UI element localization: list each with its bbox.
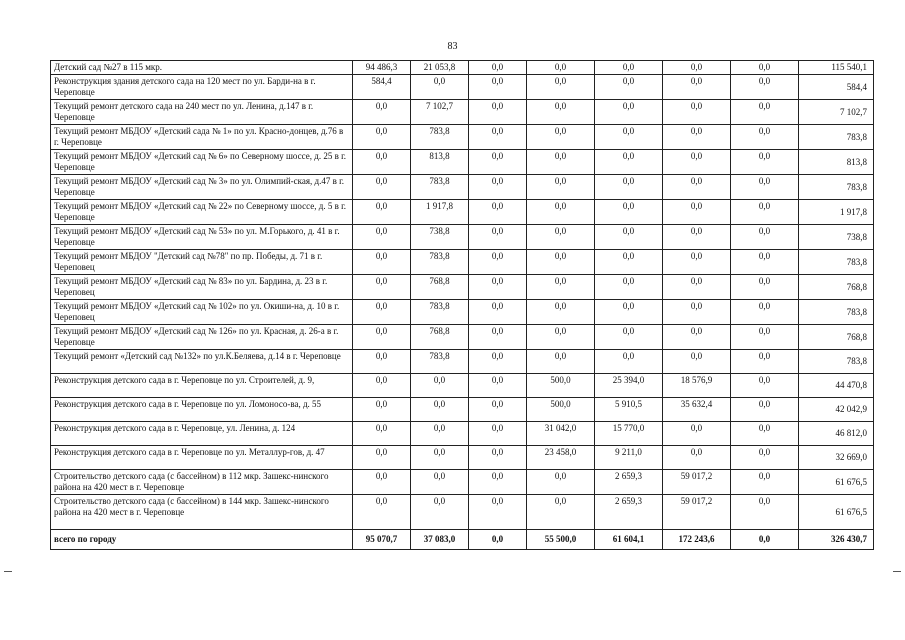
- value-cell: 0,0: [663, 250, 731, 275]
- value-cell: 31 042,0: [527, 422, 595, 446]
- value-cell: 0,0: [353, 398, 411, 422]
- value-cell: 0,0: [469, 300, 527, 325]
- table-row: [51, 150, 874, 175]
- value-cell: 0,0: [353, 200, 411, 225]
- value-cell: 0,0: [469, 470, 527, 495]
- total-value-cell: 768,8: [799, 275, 874, 300]
- value-cell: 0,0: [595, 325, 663, 350]
- value-cell: 25 394,0: [595, 374, 663, 398]
- value-cell: 783,8: [411, 125, 469, 150]
- table-row: [51, 75, 874, 100]
- value-cell: 0,0: [411, 374, 469, 398]
- value-cell: 0,0: [527, 200, 595, 225]
- value-cell: 0,0: [663, 175, 731, 200]
- value-cell: 0,0: [353, 225, 411, 250]
- value-cell: 0,0: [527, 75, 595, 100]
- value-cell: 0,0: [663, 100, 731, 125]
- value-cell: 0,0: [411, 422, 469, 446]
- value-cell: 768,8: [411, 275, 469, 300]
- value-cell: 0,0: [595, 250, 663, 275]
- table-row: [51, 470, 874, 495]
- value-cell: 0,0: [469, 374, 527, 398]
- value-cell: 783,8: [411, 350, 469, 374]
- value-cell: 0,0: [411, 446, 469, 470]
- table-row: [51, 300, 874, 325]
- table-row: [51, 446, 874, 470]
- value-cell: 0,0: [595, 75, 663, 100]
- value-cell: 0,0: [469, 350, 527, 374]
- value-cell: 0,0: [731, 275, 799, 300]
- value-cell: 0,0: [353, 374, 411, 398]
- value-cell: 55 500,0: [527, 530, 595, 550]
- object-name-cell: Текущий ремонт МБДОУ «Детский сад № 22» по Северному шоссе, д. 5 в г. Череповце: [51, 200, 353, 225]
- value-cell: 0,0: [595, 125, 663, 150]
- value-cell: 0,0: [469, 61, 527, 75]
- table-row: [51, 398, 874, 422]
- value-cell: 0,0: [595, 350, 663, 374]
- object-name-cell: Текущий ремонт МБДОУ «Детский сад № 3» по ул. Олимпий-ская, д.47 в г. Череповце: [51, 175, 353, 200]
- table-row: [51, 495, 874, 530]
- table-row: [51, 61, 874, 75]
- total-value-cell: 46 812,0: [799, 422, 874, 446]
- object-name-cell: Текущий ремонт МБДОУ «Детский сад № 6» по Северному шоссе, д. 25 в г. Череповце: [51, 150, 353, 175]
- value-cell: 0,0: [353, 325, 411, 350]
- total-value-cell: 7 102,7: [799, 100, 874, 125]
- table-row: [51, 275, 874, 300]
- total-value-cell: 783,8: [799, 125, 874, 150]
- value-cell: 0,0: [527, 225, 595, 250]
- value-cell: 0,0: [353, 100, 411, 125]
- object-name-cell: Текущий ремонт МБДОУ «Детский сад № 102» по ул. Окиши-на, д. 10 в г. Череповец: [51, 300, 353, 325]
- value-cell: 0,0: [731, 225, 799, 250]
- value-cell: 0,0: [731, 470, 799, 495]
- value-cell: 0,0: [663, 61, 731, 75]
- value-cell: 0,0: [731, 61, 799, 75]
- value-cell: 59 017,2: [663, 470, 731, 495]
- value-cell: 0,0: [527, 275, 595, 300]
- left-edge-mark: [4, 571, 12, 572]
- value-cell: 0,0: [527, 125, 595, 150]
- value-cell: 18 576,9: [663, 374, 731, 398]
- value-cell: 0,0: [663, 325, 731, 350]
- value-cell: 0,0: [527, 150, 595, 175]
- value-cell: 0,0: [731, 300, 799, 325]
- value-cell: 2 659,3: [595, 495, 663, 530]
- total-value-cell: 813,8: [799, 150, 874, 175]
- total-value-cell: 783,8: [799, 350, 874, 374]
- page-number: 83: [447, 41, 458, 52]
- value-cell: 0,0: [595, 100, 663, 125]
- object-name-cell: Текущий ремонт МБДОУ «Детский сад № 53» по ул. М.Горького, д. 41 в г. Череповце: [51, 225, 353, 250]
- value-cell: 1 917,8: [411, 200, 469, 225]
- value-cell: 0,0: [469, 275, 527, 300]
- value-cell: 0,0: [527, 350, 595, 374]
- value-cell: 0,0: [353, 275, 411, 300]
- total-value-cell: 115 540,1: [799, 61, 874, 75]
- total-value-cell: 783,8: [799, 175, 874, 200]
- value-cell: 0,0: [411, 470, 469, 495]
- value-cell: 0,0: [663, 275, 731, 300]
- value-cell: 0,0: [595, 200, 663, 225]
- total-row: [51, 530, 874, 550]
- value-cell: 0,0: [353, 175, 411, 200]
- total-value-cell: 584,4: [799, 75, 874, 100]
- value-cell: 0,0: [731, 100, 799, 125]
- table-row: [51, 350, 874, 374]
- value-cell: 0,0: [527, 470, 595, 495]
- value-cell: 0,0: [527, 250, 595, 275]
- total-value-cell: 783,8: [799, 300, 874, 325]
- value-cell: 2 659,3: [595, 470, 663, 495]
- value-cell: 0,0: [353, 250, 411, 275]
- value-cell: 21 053,8: [411, 61, 469, 75]
- total-value-cell: 32 669,0: [799, 446, 874, 470]
- value-cell: 0,0: [469, 250, 527, 275]
- budget-table: [50, 60, 874, 550]
- value-cell: 95 070,7: [353, 530, 411, 550]
- value-cell: 500,0: [527, 398, 595, 422]
- value-cell: 0,0: [663, 125, 731, 150]
- value-cell: 0,0: [731, 125, 799, 150]
- object-name-cell: Строительство детского сада (с бассейном) в 144 мкр. Зашекс-нинского района на 420 мест в г. Череповце: [51, 495, 353, 530]
- total-label: всего по городу: [51, 530, 353, 550]
- value-cell: 0,0: [663, 150, 731, 175]
- value-cell: 0,0: [731, 325, 799, 350]
- value-cell: 584,4: [353, 75, 411, 100]
- value-cell: 500,0: [527, 374, 595, 398]
- value-cell: 5 910,5: [595, 398, 663, 422]
- object-name-cell: Текущий ремонт МБДОУ «Детский сада № 1» по ул. Красно-донцев, д.76 в г. Череповце: [51, 125, 353, 150]
- value-cell: 0,0: [469, 125, 527, 150]
- value-cell: 0,0: [731, 150, 799, 175]
- value-cell: 783,8: [411, 300, 469, 325]
- total-value-cell: 783,8: [799, 250, 874, 275]
- value-cell: 0,0: [663, 75, 731, 100]
- value-cell: 0,0: [353, 422, 411, 446]
- value-cell: 23 458,0: [527, 446, 595, 470]
- value-cell: 0,0: [469, 325, 527, 350]
- value-cell: 7 102,7: [411, 100, 469, 125]
- total-value-cell: 44 470,8: [799, 374, 874, 398]
- table-row: [51, 325, 874, 350]
- value-cell: 0,0: [353, 300, 411, 325]
- object-name-cell: Строительство детского сада (с бассейном) в 112 мкр. Зашекс-нинского района на 420 мест в г. Череповце: [51, 470, 353, 495]
- value-cell: 15 770,0: [595, 422, 663, 446]
- value-cell: 0,0: [663, 225, 731, 250]
- table-row: [51, 374, 874, 398]
- value-cell: 0,0: [469, 446, 527, 470]
- total-value-cell: 738,8: [799, 225, 874, 250]
- object-name-cell: Текущий ремонт МБДОУ «Детский сад № 126» по ул. Красная, д. 26-а в г. Череповце: [51, 325, 353, 350]
- value-cell: 0,0: [353, 150, 411, 175]
- value-cell: 0,0: [527, 175, 595, 200]
- object-name-cell: Реконструкция детского сада в г. Череповце по ул. Металлур-гов, д. 47: [51, 446, 353, 470]
- total-value-cell: 1 917,8: [799, 200, 874, 225]
- object-name-cell: Реконструкция детского сада в г. Череповце, ул. Ленина, д. 124: [51, 422, 353, 446]
- table-row: [51, 200, 874, 225]
- value-cell: 0,0: [411, 75, 469, 100]
- value-cell: 0,0: [595, 225, 663, 250]
- value-cell: 0,0: [411, 495, 469, 530]
- value-cell: 0,0: [353, 446, 411, 470]
- value-cell: 0,0: [663, 200, 731, 225]
- value-cell: 172 243,6: [663, 530, 731, 550]
- value-cell: 0,0: [731, 530, 799, 550]
- table-row: [51, 175, 874, 200]
- value-cell: 0,0: [731, 422, 799, 446]
- table-row: [51, 125, 874, 150]
- object-name-cell: Реконструкция детского сада в г. Череповце по ул. Строителей, д. 9,: [51, 374, 353, 398]
- table-row: [51, 225, 874, 250]
- value-cell: 0,0: [469, 75, 527, 100]
- value-cell: 0,0: [595, 275, 663, 300]
- value-cell: 0,0: [595, 150, 663, 175]
- value-cell: 768,8: [411, 325, 469, 350]
- value-cell: 0,0: [527, 100, 595, 125]
- value-cell: 37 083,0: [411, 530, 469, 550]
- value-cell: 0,0: [527, 61, 595, 75]
- value-cell: 0,0: [731, 398, 799, 422]
- value-cell: 0,0: [527, 325, 595, 350]
- value-cell: 0,0: [527, 495, 595, 530]
- table-row: [51, 100, 874, 125]
- value-cell: 0,0: [353, 495, 411, 530]
- right-edge-mark: [893, 571, 901, 572]
- value-cell: 0,0: [353, 470, 411, 495]
- value-cell: 0,0: [731, 200, 799, 225]
- table-row: [51, 250, 874, 275]
- value-cell: 0,0: [663, 422, 731, 446]
- value-cell: 35 632,4: [663, 398, 731, 422]
- value-cell: 0,0: [731, 374, 799, 398]
- value-cell: 0,0: [731, 495, 799, 530]
- value-cell: 0,0: [731, 350, 799, 374]
- value-cell: 0,0: [411, 398, 469, 422]
- value-cell: 0,0: [469, 530, 527, 550]
- value-cell: 0,0: [469, 175, 527, 200]
- value-cell: 59 017,2: [663, 495, 731, 530]
- value-cell: 738,8: [411, 225, 469, 250]
- value-cell: 783,8: [411, 250, 469, 275]
- value-cell: 0,0: [469, 225, 527, 250]
- value-cell: 0,0: [469, 495, 527, 530]
- value-cell: 0,0: [731, 75, 799, 100]
- value-cell: 0,0: [663, 300, 731, 325]
- total-value-cell: 768,8: [799, 325, 874, 350]
- object-name-cell: Текущий ремонт детского сада на 240 мест по ул. Ленина, д.147 в г. Череповце: [51, 100, 353, 125]
- value-cell: 0,0: [731, 250, 799, 275]
- value-cell: 783,8: [411, 175, 469, 200]
- total-value-cell: 61 676,5: [799, 495, 874, 530]
- value-cell: 94 486,3: [353, 61, 411, 75]
- object-name-cell: Реконструкция здания детского сада на 120 мест по ул. Барди-на в г. Череповце: [51, 75, 353, 100]
- object-name-cell: Детский сад №27 в 115 мкр.: [51, 61, 353, 75]
- object-name-cell: Текущий ремонт МБДОУ «Детский сад № 83» по ул. Бардина, д. 23 в г. Череповец: [51, 275, 353, 300]
- total-value-cell: 42 042,9: [799, 398, 874, 422]
- table-body: [51, 61, 874, 550]
- value-cell: 0,0: [527, 300, 595, 325]
- value-cell: 0,0: [731, 446, 799, 470]
- value-cell: 0,0: [469, 100, 527, 125]
- value-cell: 0,0: [469, 422, 527, 446]
- total-value-cell: 326 430,7: [799, 530, 874, 550]
- value-cell: 0,0: [469, 200, 527, 225]
- value-cell: 0,0: [469, 150, 527, 175]
- value-cell: 61 604,1: [595, 530, 663, 550]
- value-cell: 0,0: [663, 350, 731, 374]
- value-cell: 0,0: [663, 446, 731, 470]
- value-cell: 0,0: [469, 398, 527, 422]
- value-cell: 0,0: [353, 350, 411, 374]
- value-cell: 0,0: [731, 175, 799, 200]
- value-cell: 0,0: [595, 61, 663, 75]
- object-name-cell: Текущий ремонт МБДОУ "Детский сад №78" по пр. Победы, д. 71 в г. Череповец: [51, 250, 353, 275]
- value-cell: 9 211,0: [595, 446, 663, 470]
- value-cell: 0,0: [595, 175, 663, 200]
- object-name-cell: Текущий ремонт «Детский сад №132» по ул.К.Беляева, д.14 в г. Череповце: [51, 350, 353, 374]
- value-cell: 0,0: [353, 125, 411, 150]
- object-name-cell: Реконструкция детского сада в г. Череповце по ул. Ломоносо-ва, д. 55: [51, 398, 353, 422]
- table-row: [51, 422, 874, 446]
- total-value-cell: 61 676,5: [799, 470, 874, 495]
- value-cell: 0,0: [595, 300, 663, 325]
- value-cell: 813,8: [411, 150, 469, 175]
